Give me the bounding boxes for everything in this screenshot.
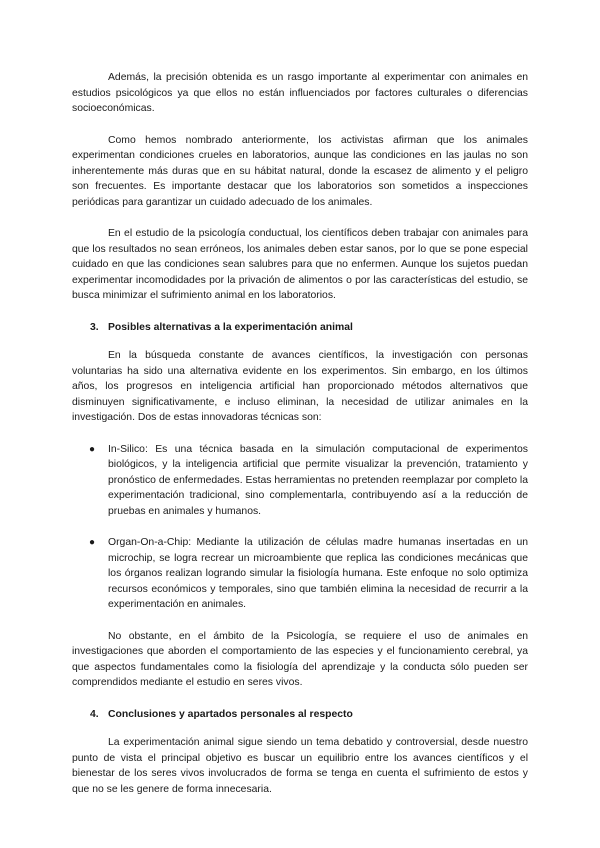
paragraph-precision: Además, la precisión obtenida es un rasgo importante al experimentar con animales en estudios psicológicos ya que ellos no están influenciados por factores culturales o diferencias socioeconómicas. bbox=[72, 72, 528, 114]
bullet-icon: ● bbox=[89, 443, 96, 455]
list-item-text: In-Silico: Es una técnica basada en la simulación computacional de experimentos biológicos, y la inteligencia artificial que permite visualizar la prevención, tratamiento y pronóstico de enfermedades. Estas herramientas no pretenden reemplazar por completo la experimentación tradicional, sino complementarla, contribuyendo así a la reducción de pruebas en animales y humanos. bbox=[108, 443, 528, 517]
section-3-closing: No obstante, en el ámbito de la Psicología, se requiere el uso de animales en investigaciones que aborden el comportamiento de las especies y el funcionamiento cerebral, ya que aspectos fundamentales como la fisiología del aprendizaje y la conducta sólo pueden ser comprendidos mediante el estudio en seres vivos. bbox=[72, 630, 528, 688]
section-3-heading bbox=[72, 320, 528, 336]
section-4-body: La experimentación animal sigue siendo un tema debatido y controversial, desde nuestro punto de vista el principal objetivo es buscar un equilibrio entre los avances científicos y el bienestar de los seres vivos involucrados de forma se tenga en cuenta el sufrimiento de estos y que no se les genere de forma innecesaria. bbox=[72, 737, 528, 795]
paragraph-behavioral-psychology: En el estudio de la psicología conductual, los científicos deben trabajar con animales para que los resultados no sean erróneos, los animales deben estar sanos, por lo que se pone especial cuidado en que las condiciones sean salubres para que no enfermen. Aunque los sujetos puedan experimentar incomodidades por la privación de alimentos o por las características del estudio, se busca minimizar el sufrimiento animal en los laboratorios. bbox=[72, 228, 528, 301]
list-item-text: Organ-On-a-Chip: Mediante la utilización de células madre humanas insertadas en un microchip, se logra recrear un microambiente que replica las condiciones mecánicas que los órganos realizan logrando simular la fisiología humana. Este enfoque no solo optimiza recursos económicos y temporales, sino que también elimina la necesidad de recurrir a la experimentación en animales. bbox=[108, 537, 528, 610]
document-body bbox=[72, 70, 528, 797]
paragraph-activists: Como hemos nombrado anteriormente, los activistas afirman que los animales experimentan condiciones crueles en laboratorios, aunque las condiciones en las jaulas no son inherentemente más duras que en su hábitat natural, donde la escasez de alimento y el peligro son frecuentes. Es importante destacar que los laboratorios son sometidos a inspecciones periódicas para garantizar un cuidado adecuado de los animales. bbox=[72, 134, 528, 208]
section-4-heading bbox=[72, 707, 528, 723]
section-3-number: 3. bbox=[90, 321, 99, 333]
section-4-number: 4. bbox=[90, 708, 99, 720]
list-item-in-silico bbox=[72, 442, 528, 520]
alternatives-list bbox=[72, 442, 528, 613]
section-3-title: Posibles alternativas a la experimentación animal bbox=[108, 321, 353, 333]
list-item-organ-on-a-chip bbox=[72, 535, 528, 613]
bullet-icon: ● bbox=[89, 537, 96, 548]
section-4-title: Conclusiones y apartados personales al respecto bbox=[108, 708, 353, 720]
section-3-intro: En la búsqueda constante de avances científicos, la investigación con personas voluntarias ha sido una alternativa evidente en los experimentos. Sin embargo, en los últimos años, los progresos en inteligencia artificial han proporcionado métodos alternativos que disminuyen significativamente, e incluso eliminan, la necesidad de utilizar animales en la investigación. Dos de estas innovadoras técnicas son: bbox=[72, 350, 528, 423]
